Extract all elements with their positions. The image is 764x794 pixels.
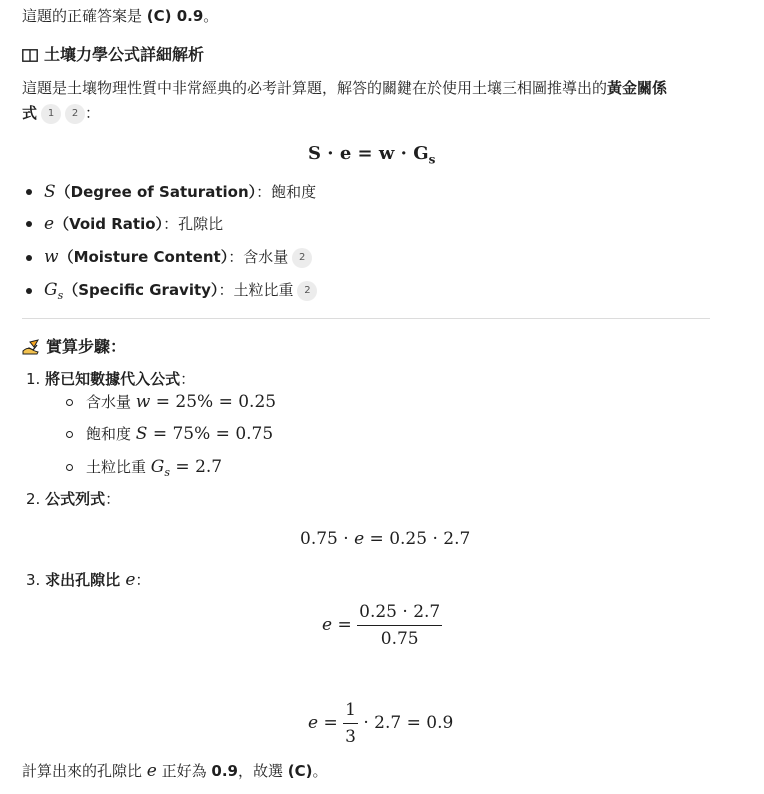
formula-e: e	[339, 143, 352, 164]
sub-bullet	[66, 399, 73, 406]
writing-hand-icon	[22, 339, 40, 355]
intro-suffix: 。	[203, 7, 219, 25]
conclusion-prefix: 計算出來的孔隙比	[22, 762, 147, 780]
eq2-symbol: e	[354, 529, 365, 549]
formula-dot: ·	[321, 143, 340, 164]
sub-expr: = 2.7	[170, 457, 223, 477]
eq4-denominator: 3	[345, 727, 356, 747]
eq4-eq: =	[318, 713, 344, 733]
formula-sub: s	[428, 152, 436, 167]
conclusion-answer: (C)	[287, 762, 313, 780]
formula-eq: =	[351, 143, 379, 164]
eq3-fraction	[357, 602, 442, 649]
bullet-label: （Specific Gravity）	[63, 281, 219, 299]
step-3	[26, 569, 150, 591]
citation-badge-1[interactable]: 1	[41, 104, 61, 124]
conclusion-line	[22, 760, 328, 782]
conclusion-symbol: e	[146, 761, 157, 781]
sub-item	[86, 423, 273, 445]
bullet-label: （Degree of Saturation）	[55, 183, 257, 201]
section2-title: 實算步驟：	[46, 337, 127, 356]
intro-answer: (C) 0.9	[146, 7, 204, 25]
sub-subscript: s	[164, 466, 171, 479]
golden-formula	[308, 143, 435, 167]
step-2	[26, 488, 120, 510]
section-title-formula	[22, 44, 204, 66]
formula-s: S	[308, 143, 321, 164]
step-title: 求出孔隙比	[45, 571, 126, 589]
bullet-sub: s	[57, 289, 64, 302]
bullet-dot	[26, 255, 32, 261]
para-line-1	[22, 77, 667, 99]
step-number: 3.	[26, 571, 41, 589]
sub-symbol: G	[150, 457, 165, 477]
para-bold-2: 式	[22, 104, 38, 122]
para-text: 這題是土壤物理性質中非常經典的必考計算題，解答的關鍵在於使用土壤三相圖推導出的	[22, 79, 608, 97]
bullet-symbol: S	[44, 182, 56, 202]
citation-badge[interactable]: 2	[297, 281, 317, 301]
bullet-symbol: e	[44, 214, 55, 234]
eq4-numerator: 1	[343, 700, 358, 724]
conclusion-end: 。	[312, 762, 328, 780]
bullet-dot	[26, 221, 32, 227]
bullet-desc: ：飽和度	[256, 183, 317, 201]
equation-4	[308, 700, 453, 747]
bullet-item	[44, 246, 312, 268]
bullet-dot	[26, 288, 32, 294]
bullet-label: （Moisture Content）	[58, 248, 229, 266]
sub-bullet	[66, 431, 73, 438]
sub-label: 土粒比重	[86, 458, 151, 476]
sub-item	[86, 456, 222, 484]
bullet-item	[44, 279, 317, 307]
sub-label: 含水量	[86, 393, 136, 411]
citation-badge[interactable]: 2	[292, 248, 312, 268]
eq4-symbol: e	[308, 713, 319, 733]
sub-symbol: S	[135, 424, 148, 444]
section1-title: 土壤力學公式詳細解析	[44, 45, 205, 64]
sub-symbol: w	[135, 392, 151, 412]
bullet-symbol: G	[44, 280, 58, 300]
divider	[22, 318, 710, 319]
sub-expr: = 75% = 0.75	[147, 424, 274, 444]
eq3-symbol: e	[322, 615, 333, 635]
step-title: 將已知數據代入公式	[45, 370, 181, 388]
eq3-eq: =	[332, 615, 358, 635]
eq3-numerator: 0.25 · 2.7	[357, 602, 442, 626]
para-line-2	[22, 102, 100, 124]
step-number: 2.	[26, 490, 41, 508]
step-title: 公式列式	[45, 490, 106, 508]
bullet-desc: ：土粒比重	[218, 281, 294, 299]
sub-bullet	[66, 464, 73, 471]
step-colon: ：	[180, 370, 196, 388]
open-book-icon	[22, 49, 38, 62]
equation-2	[300, 529, 470, 549]
formula-dot: ·	[394, 143, 414, 164]
step-1	[26, 368, 195, 390]
eq3-denominator: 0.75	[380, 629, 419, 649]
eq4-fraction	[343, 700, 358, 747]
equation-3	[322, 602, 442, 649]
para-colon: ：	[85, 104, 101, 122]
sub-expr: = 25% = 0.25	[150, 392, 277, 412]
formula-g: G	[413, 143, 429, 164]
intro-line	[22, 5, 218, 27]
eq4-rest: · 2.7 = 0.9	[357, 713, 454, 733]
bullet-dot	[26, 189, 32, 195]
section-title-steps	[22, 336, 126, 358]
bullet-item	[44, 181, 316, 203]
intro-prefix: 這題的正確答案是	[22, 7, 147, 25]
step-symbol: e	[125, 570, 136, 590]
bullet-label: （Void Ratio）	[54, 215, 164, 233]
step-colon: ：	[135, 571, 151, 589]
step-colon: ：	[105, 490, 121, 508]
sub-label: 飽和度	[86, 425, 136, 443]
bullet-item	[44, 213, 223, 235]
conclusion-value: 0.9	[211, 762, 238, 780]
step-number: 1.	[26, 370, 41, 388]
bullet-symbol: w	[44, 247, 59, 267]
conclusion-mid2: ，故選	[237, 762, 288, 780]
bullet-desc: ：含水量	[228, 248, 289, 266]
conclusion-mid: 正好為	[156, 762, 212, 780]
bullet-desc: ：孔隙比	[163, 215, 224, 233]
citation-badge-2[interactable]: 2	[65, 104, 85, 124]
formula-w: w	[378, 143, 395, 164]
eq2-left: 0.75 ·	[300, 529, 355, 549]
eq2-right: = 0.25 · 2.7	[364, 529, 471, 549]
para-bold-1: 黃金關係	[607, 79, 668, 97]
sub-item	[86, 391, 276, 413]
